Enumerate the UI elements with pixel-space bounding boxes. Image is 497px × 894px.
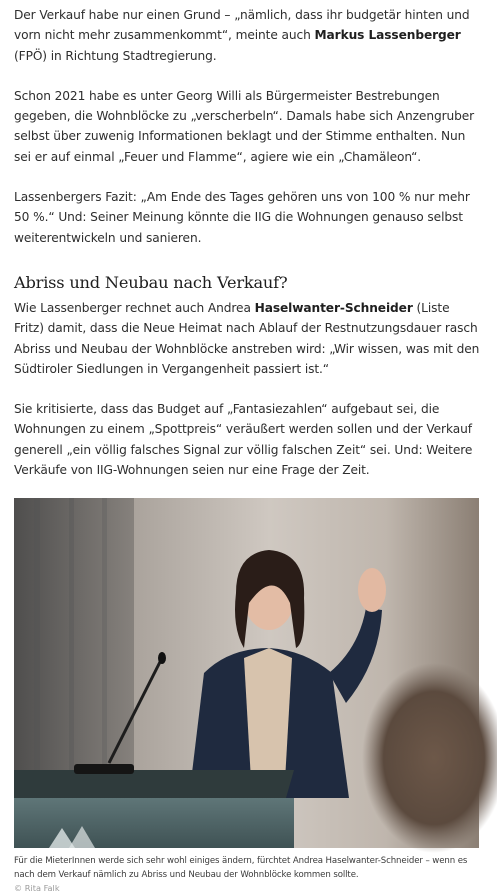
paragraph-text: (Liste Fritz) damit, dass die Neue Heimat nach Ablauf der Restnutzungsdauer rasch Abriss und Neubau der Wohnblöcke anstreben wird: „Wir wissen, was mit den Südtiroler Siedlungen in Vergangenheit passiert ist.“ xyxy=(14,300,480,376)
paragraph-lassenberger-quote xyxy=(14,0,483,66)
photo-credit: © Rita Falk xyxy=(14,883,60,894)
paragraph-budget-criticism: Sie kritisierte, dass das Budget auf „Fantasiezahlen“ aufgebaut sei, die Wohnungen zu einem „Spottpreis“ veräußert werden sollen und der Verkauf generell „ein völlig falsches Signal zur völlig falschen Zeit“ sei. Und: Weitere Verkäufe von IIG-Wohnungen seien nur eine Frage der Zeit. xyxy=(14,402,473,478)
person-name-bold: Haselwanter-Schneider xyxy=(254,300,413,315)
photo-speaker-at-podium xyxy=(14,498,479,848)
paragraph-text: Wie Lassenberger rechnet auch Andrea xyxy=(14,300,255,315)
paragraph-willi-history: Schon 2021 habe es unter Georg Willi als Bürgermeister Bestrebungen gegeben, die Wohnblöcke zu „verscherbeln“. Damals habe sich Anzengruber selbst über zuwenig Informationen beklagt und der Stimme enthalten. Nun sei er auf einmal „Feuer und Flamme“, agiere wie ein „Chamäleon“. xyxy=(14,88,475,164)
person-name-bold: Markus Lassenberger xyxy=(314,28,461,43)
paragraph-text: (FPÖ) in Richtung Stadtregierung. xyxy=(14,48,217,63)
section-heading: Abriss und Neubau nach Verkauf? xyxy=(14,272,288,292)
photo-caption: Für die MieterInnen werde sich sehr wohl einiges ändern, fürchtet Andrea Haselwanter-Schneider – wenn es nach dem Verkauf nämlich zu Abriss und Neubau der Wohnblöcke kommen sollte. xyxy=(14,856,468,881)
paragraph-text: Der Verkauf habe nur einen Grund – „nämlich, dass ihr budgetär hinten und vorn nicht mehr zusammenkommt“, meinte auch xyxy=(14,8,470,43)
paragraph-haselwanter-quote xyxy=(14,298,483,379)
article-photo xyxy=(14,498,479,848)
paragraph-lassenberger-fazit: Lassenbergers Fazit: „Am Ende des Tages gehören uns von 100 % nur mehr 50 %.“ Und: Seiner Meinung könnte die IIG die Wohnungen genauso selbst weiterentwickeln und sanieren. xyxy=(14,190,470,245)
